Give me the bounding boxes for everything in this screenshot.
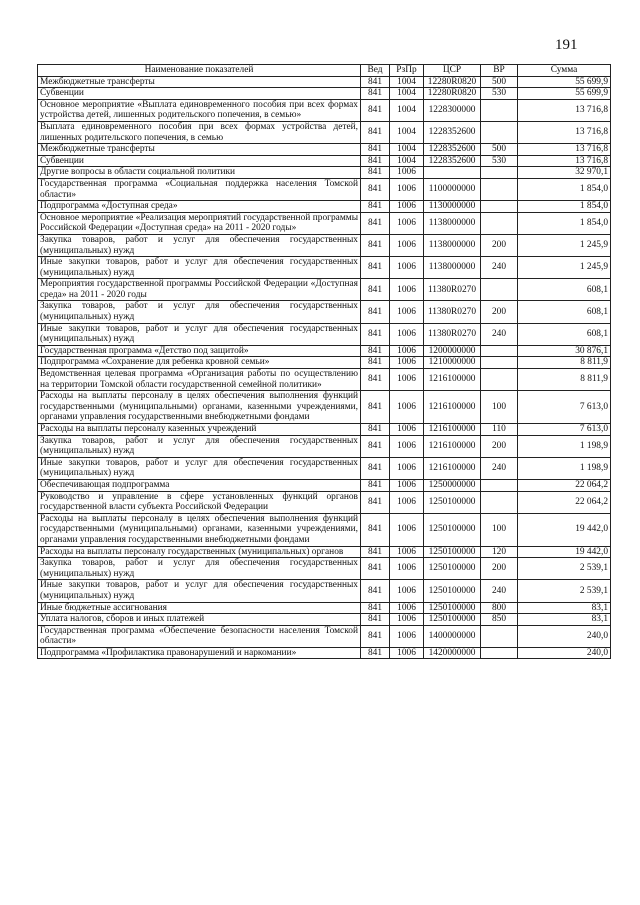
cell-ved: 841 xyxy=(361,201,390,213)
cell-vr: 120 xyxy=(481,546,518,558)
header-sum: Сумма xyxy=(518,65,611,77)
cell-csr: 11380R0270 xyxy=(424,279,481,301)
cell-sum: 83,1 xyxy=(518,602,611,614)
table-row xyxy=(38,279,611,301)
cell-sum: 13 716,8 xyxy=(518,155,611,167)
cell-vr: 100 xyxy=(481,513,518,546)
cell-sum: 1 854,0 xyxy=(518,178,611,200)
header-ved: Вед xyxy=(361,65,390,77)
cell-rzpr: 1006 xyxy=(390,323,424,345)
table-row xyxy=(38,76,611,88)
table-row xyxy=(38,345,611,357)
cell-rzpr: 1006 xyxy=(390,435,424,457)
cell-csr: 12280R0820 xyxy=(424,88,481,100)
cell-sum: 1 198,9 xyxy=(518,435,611,457)
cell-csr: 1100000000 xyxy=(424,178,481,200)
cell-csr: 1138000000 xyxy=(424,234,481,256)
cell-ved: 841 xyxy=(361,279,390,301)
cell-name: Межбюджетные трансферты xyxy=(38,144,361,156)
cell-csr: 1200000000 xyxy=(424,345,481,357)
cell-name: Субвенции xyxy=(38,88,361,100)
header-rzpr: РзПр xyxy=(390,65,424,77)
cell-rzpr: 1006 xyxy=(390,357,424,369)
cell-sum: 55 699,9 xyxy=(518,76,611,88)
cell-sum: 55 699,9 xyxy=(518,88,611,100)
cell-name: Государственная программа «Социальная поддержка населения Томской области» xyxy=(38,178,361,200)
cell-rzpr: 1006 xyxy=(390,491,424,513)
cell-csr: 1228300000 xyxy=(424,99,481,121)
cell-sum: 13 716,8 xyxy=(518,121,611,143)
cell-name: Расходы на выплаты персоналу государственных (муниципальных) органов xyxy=(38,546,361,558)
cell-ved: 841 xyxy=(361,212,390,234)
cell-sum: 1 854,0 xyxy=(518,201,611,213)
cell-csr: 12280R0820 xyxy=(424,76,481,88)
table-row xyxy=(38,424,611,436)
cell-ved: 841 xyxy=(361,301,390,323)
cell-sum: 19 442,0 xyxy=(518,513,611,546)
cell-name: Иные закупки товаров, работ и услуг для обеспечения государственных (муниципальных) нужд xyxy=(38,580,361,602)
cell-csr: 1420000000 xyxy=(424,647,481,659)
cell-name: Основное мероприятие «Выплата единовременного пособия при всех формах устройства детей, лишенных родительского попечения, в семью» xyxy=(38,99,361,121)
table-row xyxy=(38,558,611,580)
cell-rzpr: 1006 xyxy=(390,479,424,491)
cell-vr xyxy=(481,212,518,234)
cell-vr xyxy=(481,178,518,200)
cell-vr: 200 xyxy=(481,558,518,580)
cell-rzpr: 1006 xyxy=(390,369,424,391)
cell-csr: 1400000000 xyxy=(424,625,481,647)
table-row xyxy=(38,457,611,479)
cell-name: Государственная программа «Обеспечение безопасности населения Томской области» xyxy=(38,625,361,647)
cell-name: Выплата единовременного пособия при всех формах устройства детей, лишенных родительского попечения, в семью xyxy=(38,121,361,143)
cell-ved: 841 xyxy=(361,424,390,436)
cell-name: Иные закупки товаров, работ и услуг для обеспечения государственных (муниципальных) нужд xyxy=(38,257,361,279)
cell-vr: 100 xyxy=(481,391,518,424)
cell-ved: 841 xyxy=(361,257,390,279)
cell-name: Закупка товаров, работ и услуг для обеспечения государственных (муниципальных) нужд xyxy=(38,435,361,457)
cell-rzpr: 1006 xyxy=(390,424,424,436)
cell-csr: 1216100000 xyxy=(424,424,481,436)
cell-vr xyxy=(481,99,518,121)
cell-sum: 608,1 xyxy=(518,301,611,323)
cell-vr: 800 xyxy=(481,602,518,614)
cell-vr xyxy=(481,369,518,391)
cell-sum: 32 970,1 xyxy=(518,167,611,179)
cell-rzpr: 1006 xyxy=(390,301,424,323)
cell-rzpr: 1006 xyxy=(390,625,424,647)
cell-vr xyxy=(481,647,518,659)
cell-csr xyxy=(424,167,481,179)
cell-ved: 841 xyxy=(361,546,390,558)
cell-ved: 841 xyxy=(361,178,390,200)
cell-ved: 841 xyxy=(361,580,390,602)
cell-sum: 2 539,1 xyxy=(518,580,611,602)
header-csr: ЦСР xyxy=(424,65,481,77)
cell-vr xyxy=(481,491,518,513)
cell-sum: 22 064,2 xyxy=(518,491,611,513)
cell-vr xyxy=(481,201,518,213)
cell-name: Межбюджетные трансферты xyxy=(38,76,361,88)
cell-vr xyxy=(481,479,518,491)
cell-csr: 1250000000 xyxy=(424,479,481,491)
cell-name: Субвенции xyxy=(38,155,361,167)
cell-vr: 500 xyxy=(481,144,518,156)
cell-csr: 1228352600 xyxy=(424,121,481,143)
table-row xyxy=(38,614,611,626)
table-row xyxy=(38,155,611,167)
cell-csr: 11380R0270 xyxy=(424,301,481,323)
table-row xyxy=(38,625,611,647)
cell-vr: 110 xyxy=(481,424,518,436)
cell-name: Обеспечивающая подпрограмма xyxy=(38,479,361,491)
cell-rzpr: 1004 xyxy=(390,88,424,100)
cell-rzpr: 1004 xyxy=(390,155,424,167)
cell-csr: 1228352600 xyxy=(424,155,481,167)
table-header-row xyxy=(38,65,611,77)
cell-ved: 841 xyxy=(361,457,390,479)
cell-name: Расходы на выплаты персоналу в целях обеспечения выполнения функций государственными (муниципальными) органами, казенными учреждениями, органами управления государственными внебюджетными фондами xyxy=(38,391,361,424)
cell-ved: 841 xyxy=(361,357,390,369)
cell-rzpr: 1006 xyxy=(390,546,424,558)
cell-ved: 841 xyxy=(361,391,390,424)
cell-name: Закупка товаров, работ и услуг для обеспечения государственных (муниципальных) нужд xyxy=(38,301,361,323)
cell-sum: 240,0 xyxy=(518,647,611,659)
budget-table xyxy=(37,64,611,659)
cell-name: Подпрограмма «Доступная среда» xyxy=(38,201,361,213)
table-row xyxy=(38,301,611,323)
cell-sum: 1 245,9 xyxy=(518,257,611,279)
cell-name: Ведомственная целевая программа «Организация работы по осуществлению на территории Томской области государственной семейной политики» xyxy=(38,369,361,391)
cell-ved: 841 xyxy=(361,602,390,614)
cell-name: Подпрограмма «Профилактика правонарушений и наркомании» xyxy=(38,647,361,659)
cell-sum: 22 064,2 xyxy=(518,479,611,491)
cell-name: Закупка товаров, работ и услуг для обеспечения государственных (муниципальных) нужд xyxy=(38,558,361,580)
cell-csr: 1250100000 xyxy=(424,602,481,614)
cell-vr xyxy=(481,625,518,647)
cell-name: Закупка товаров, работ и услуг для обеспечения государственных (муниципальных) нужд xyxy=(38,234,361,256)
table-row xyxy=(38,99,611,121)
cell-rzpr: 1006 xyxy=(390,391,424,424)
cell-sum: 240,0 xyxy=(518,625,611,647)
table-row xyxy=(38,479,611,491)
table-row xyxy=(38,513,611,546)
cell-vr: 200 xyxy=(481,234,518,256)
cell-rzpr: 1006 xyxy=(390,201,424,213)
cell-sum: 13 716,8 xyxy=(518,99,611,121)
cell-name: Расходы на выплаты персоналу в целях обеспечения выполнения функций государственными (муниципальными) органами, казенными учреждениями, органами управления государственными внебюджетными фондами xyxy=(38,513,361,546)
cell-name: Расходы на выплаты персоналу казенных учреждений xyxy=(38,424,361,436)
cell-rzpr: 1006 xyxy=(390,257,424,279)
table-row xyxy=(38,212,611,234)
cell-name: Подпрограмма «Сохранение для ребенка кровной семьи» xyxy=(38,357,361,369)
table-row xyxy=(38,546,611,558)
cell-sum: 1 198,9 xyxy=(518,457,611,479)
cell-rzpr: 1006 xyxy=(390,345,424,357)
cell-ved: 841 xyxy=(361,88,390,100)
cell-ved: 841 xyxy=(361,144,390,156)
header-vr: ВР xyxy=(481,65,518,77)
table-row xyxy=(38,121,611,143)
cell-sum: 13 716,8 xyxy=(518,144,611,156)
cell-sum: 2 539,1 xyxy=(518,558,611,580)
cell-csr: 1250100000 xyxy=(424,558,481,580)
cell-ved: 841 xyxy=(361,345,390,357)
cell-csr: 1216100000 xyxy=(424,457,481,479)
cell-ved: 841 xyxy=(361,323,390,345)
table-row xyxy=(38,144,611,156)
cell-name: Уплата налогов, сборов и иных платежей xyxy=(38,614,361,626)
cell-csr: 1250100000 xyxy=(424,580,481,602)
cell-sum: 1 245,9 xyxy=(518,234,611,256)
cell-vr: 240 xyxy=(481,457,518,479)
cell-vr xyxy=(481,279,518,301)
table-row xyxy=(38,257,611,279)
cell-ved: 841 xyxy=(361,167,390,179)
cell-sum: 608,1 xyxy=(518,279,611,301)
cell-rzpr: 1006 xyxy=(390,614,424,626)
cell-sum: 19 442,0 xyxy=(518,546,611,558)
cell-csr: 1138000000 xyxy=(424,257,481,279)
cell-rzpr: 1006 xyxy=(390,513,424,546)
header-name: Наименование показателей xyxy=(38,65,361,77)
cell-vr: 240 xyxy=(481,257,518,279)
table-row xyxy=(38,647,611,659)
table-row xyxy=(38,580,611,602)
table-row xyxy=(38,178,611,200)
cell-vr xyxy=(481,167,518,179)
cell-vr: 530 xyxy=(481,88,518,100)
cell-vr: 240 xyxy=(481,323,518,345)
cell-vr: 240 xyxy=(481,580,518,602)
cell-csr: 1250100000 xyxy=(424,614,481,626)
cell-vr xyxy=(481,345,518,357)
table-row xyxy=(38,323,611,345)
cell-rzpr: 1006 xyxy=(390,558,424,580)
table-row xyxy=(38,357,611,369)
page-number: 191 xyxy=(555,37,578,53)
cell-name: Руководство и управление в сфере установленных функций органов государственной власти субъекта Российской Федерации xyxy=(38,491,361,513)
cell-name: Иные закупки товаров, работ и услуг для обеспечения государственных (муниципальных) нужд xyxy=(38,323,361,345)
cell-csr: 1216100000 xyxy=(424,435,481,457)
cell-rzpr: 1006 xyxy=(390,457,424,479)
cell-ved: 841 xyxy=(361,513,390,546)
cell-ved: 841 xyxy=(361,234,390,256)
cell-vr: 530 xyxy=(481,155,518,167)
table-row xyxy=(38,435,611,457)
cell-ved: 841 xyxy=(361,491,390,513)
cell-csr: 1228352600 xyxy=(424,144,481,156)
cell-csr: 1250100000 xyxy=(424,546,481,558)
cell-csr: 11380R0270 xyxy=(424,323,481,345)
table-row xyxy=(38,167,611,179)
cell-vr: 500 xyxy=(481,76,518,88)
cell-csr: 1216100000 xyxy=(424,369,481,391)
table-row xyxy=(38,369,611,391)
cell-name: Мероприятия государственной программы Российской Федерации «Доступная среда» на 2011 - 2020 годы xyxy=(38,279,361,301)
cell-rzpr: 1006 xyxy=(390,279,424,301)
cell-csr: 1250100000 xyxy=(424,513,481,546)
cell-rzpr: 1004 xyxy=(390,144,424,156)
table-row xyxy=(38,234,611,256)
cell-ved: 841 xyxy=(361,625,390,647)
table-body xyxy=(38,76,611,659)
cell-rzpr: 1004 xyxy=(390,99,424,121)
cell-csr: 1210000000 xyxy=(424,357,481,369)
cell-vr: 850 xyxy=(481,614,518,626)
cell-ved: 841 xyxy=(361,558,390,580)
cell-vr: 200 xyxy=(481,301,518,323)
cell-vr xyxy=(481,121,518,143)
cell-name: Иные закупки товаров, работ и услуг для обеспечения государственных (муниципальных) нужд xyxy=(38,457,361,479)
cell-ved: 841 xyxy=(361,647,390,659)
cell-ved: 841 xyxy=(361,99,390,121)
cell-vr: 200 xyxy=(481,435,518,457)
cell-sum: 608,1 xyxy=(518,323,611,345)
cell-vr xyxy=(481,357,518,369)
cell-rzpr: 1006 xyxy=(390,167,424,179)
cell-sum: 83,1 xyxy=(518,614,611,626)
cell-ved: 841 xyxy=(361,479,390,491)
table-row xyxy=(38,88,611,100)
cell-rzpr: 1006 xyxy=(390,212,424,234)
cell-name: Иные бюджетные ассигнования xyxy=(38,602,361,614)
cell-csr: 1138000000 xyxy=(424,212,481,234)
cell-rzpr: 1004 xyxy=(390,121,424,143)
cell-name: Другие вопросы в области социальной политики xyxy=(38,167,361,179)
cell-csr: 1216100000 xyxy=(424,391,481,424)
cell-ved: 841 xyxy=(361,76,390,88)
cell-sum: 8 811,9 xyxy=(518,357,611,369)
cell-rzpr: 1006 xyxy=(390,178,424,200)
cell-sum: 8 811,9 xyxy=(518,369,611,391)
cell-rzpr: 1006 xyxy=(390,647,424,659)
cell-sum: 7 613,0 xyxy=(518,391,611,424)
cell-sum: 30 876,1 xyxy=(518,345,611,357)
cell-rzpr: 1006 xyxy=(390,234,424,256)
cell-sum: 7 613,0 xyxy=(518,424,611,436)
cell-ved: 841 xyxy=(361,614,390,626)
cell-sum: 1 854,0 xyxy=(518,212,611,234)
table-row xyxy=(38,602,611,614)
cell-name: Государственная программа «Детство под защитой» xyxy=(38,345,361,357)
cell-rzpr: 1004 xyxy=(390,76,424,88)
table-row xyxy=(38,391,611,424)
table-row xyxy=(38,491,611,513)
cell-name: Основное мероприятие «Реализация мероприятий государственной программы Российской Федерации «Доступная среда» на 2011 - 2020 годы» xyxy=(38,212,361,234)
cell-rzpr: 1006 xyxy=(390,602,424,614)
cell-ved: 841 xyxy=(361,435,390,457)
cell-csr: 1130000000 xyxy=(424,201,481,213)
cell-ved: 841 xyxy=(361,155,390,167)
cell-csr: 1250100000 xyxy=(424,491,481,513)
table-row xyxy=(38,201,611,213)
cell-ved: 841 xyxy=(361,369,390,391)
cell-ved: 841 xyxy=(361,121,390,143)
cell-rzpr: 1006 xyxy=(390,580,424,602)
